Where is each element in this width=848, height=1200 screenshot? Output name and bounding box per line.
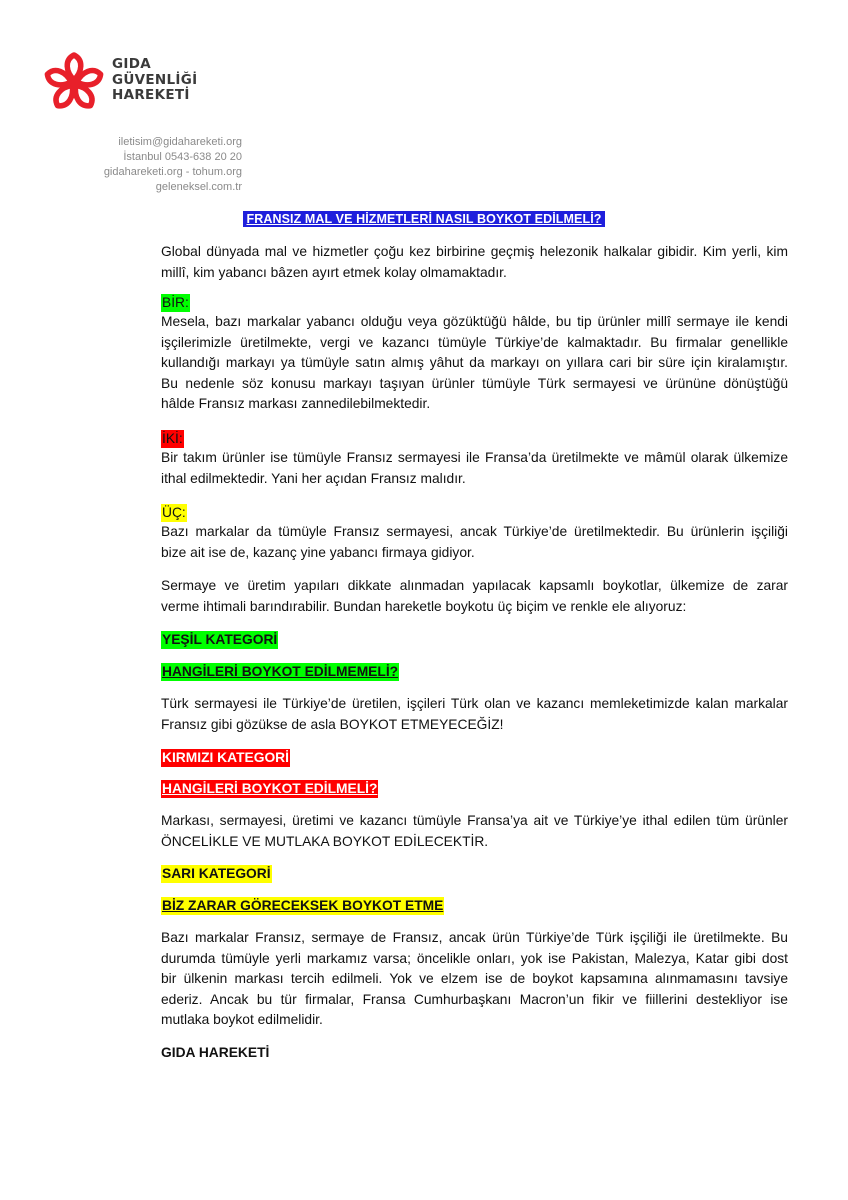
contact-email[interactable]: iletisim@gidahareketi.org <box>118 136 242 148</box>
text-line: işçilerimizle üretilmekte, vergi ve kazancı tümüyle Türkiye’de kalmaktadır. Bu firmalar genellikle <box>161 334 788 350</box>
text-line: Sermaye ve üretim yapıları dikkate alınmadan yapılacak kapsamlı boykotlar, ülkemize de zarar <box>161 578 788 593</box>
flower-logo-icon <box>42 50 106 114</box>
section-two <box>161 430 788 489</box>
text-line: Markası, sermayesi, üretimi ve kazancı tümüyle Fransa’ya ait ve Türkiye’ye ithal edilen tüm ürünler <box>161 813 788 828</box>
text-line: durumda tümüyle yerli markamız varsa; öncelikle onları, yok ise Pakistan, Malezya, Katar gibi dost <box>161 950 788 966</box>
text-line: bize ait ise de, kazanç yine yabancı firmaya gidiyor. <box>161 544 475 560</box>
text-line: millî, kim yabancı bâzen ayırt etmek kolay olmamaktadır. <box>161 264 507 280</box>
text-line: Bazı markalar Fransız, sermaye de Fransız, ancak ürün Türkiye’de Türk işçiliği ile üretilmekte. Bu <box>161 930 788 945</box>
contact-website[interactable]: geleneksel.com.tr <box>155 181 242 193</box>
document-title: FRANSIZ MAL VE HİZMETLERİ NASIL BOYKOT EDİLMELİ? <box>243 211 604 227</box>
organization-logo <box>42 50 272 120</box>
section-three-label: ÜÇ: <box>162 505 186 520</box>
logo-line: HAREKETİ <box>112 87 190 103</box>
approach-paragraph <box>161 576 788 617</box>
red-category-label <box>161 749 290 767</box>
contact-phone: İstanbul 0543-638 20 20 <box>123 151 242 163</box>
text-line: ÖNCELİKLE VE MUTLAKA BOYKOT EDİLECEKTİR. <box>161 833 489 849</box>
section-two-label: İKİ: <box>162 431 183 446</box>
yellow-category-title: SARI KATEGORİ <box>162 866 271 881</box>
text-line: Fransız gibi gözükse de asla BOYKOT ETMEYECEĞİZ! <box>161 716 504 732</box>
section-one <box>161 294 788 415</box>
text-line: hâlde Fransız markası zannedilebilmektedir. <box>161 396 431 411</box>
section-three <box>161 504 788 563</box>
text-line: mutlaka boykot edilmelidir. <box>161 1012 323 1027</box>
contact-websites[interactable]: gidahareketi.org - tohum.org <box>103 166 242 178</box>
text-line: Bu nedenle söz konusu markayı taşıyan ürünler tümüyle Türk sermayesi ve ürününe dönüştüğü <box>161 375 788 391</box>
green-category-label <box>161 631 278 649</box>
yellow-category-heading-wrap <box>161 897 444 915</box>
intro-paragraph <box>161 242 788 283</box>
text-line: bir ülkenin markası tercih edilmeli. Yok ve elzem ise de boykot kapsamına alınmamasını tavsiye <box>161 971 788 986</box>
signature: GIDA HAREKETİ <box>161 1045 270 1060</box>
text-line: verme ihtimali barındırabilir. Bundan hareketle boykotu üç biçim ve renkle ele alıyoruz: <box>161 598 687 614</box>
green-category-body <box>161 694 788 735</box>
text-line: kullandığı markayı ya tümüyle satın almış yâhut da markayı on yıllara cari bir süre için kiralamıştır. <box>161 355 788 370</box>
text-line: ederiz. Ancak bu tür firmalar, Fransa Cumhurbaşkanı Macron’un fikir ve fiillerini destekliyor ise <box>161 991 788 1007</box>
text-line: Bazı markalar da tümüyle Fransız sermayesi, ancak Türkiye’de üretilmektedir. Bu ürünlerin işçiliği <box>161 524 788 539</box>
text-line: Mesela, bazı markalar yabancı olduğu veya gözüktüğü hâlde, bu tip ürünler millî sermaye ile kendi <box>161 314 788 329</box>
green-category-heading: HANGİLERİ BOYKOT EDİLMEMELİ? <box>162 664 399 679</box>
text-line: Türk sermayesi ile Türkiye’de üretilen, işçileri Türk olan ve kazancı memleketimizde kalan markalar <box>161 696 788 711</box>
yellow-category-label <box>161 865 272 883</box>
document-title-wrap <box>0 210 848 228</box>
yellow-category-heading: BİZ ZARAR GÖRECEKSEK BOYKOT ETME <box>162 898 444 913</box>
green-category-title: YEŞİL KATEGORİ <box>162 632 278 647</box>
text-line: Bir takım ürünler ise tümüyle Fransız sermayesi ile Fransa’da üretilmekte ve mâmül olarak ülkemize <box>161 450 788 465</box>
logo-line: GIDA <box>112 56 151 72</box>
yellow-category-body <box>161 928 788 1031</box>
text-line: Global dünyada mal ve hizmetler çoğu kez birbirine geçmiş helezonik halkalar gibidir. Kim yerli, kim <box>161 244 788 259</box>
red-category-title: KIRMIZI KATEGORİ <box>162 750 289 765</box>
contact-info <box>104 135 242 195</box>
red-category-heading: HANGİLERİ BOYKOT EDİLMELİ? <box>162 781 378 796</box>
red-category-heading-wrap <box>161 780 378 798</box>
text-line: ithal edilmektedir. Yani her açıdan Fransız malıdır. <box>161 470 466 486</box>
section-one-label: BİR: <box>162 295 189 310</box>
green-category-heading-wrap <box>161 663 399 681</box>
red-category-body <box>161 811 788 852</box>
logo-wordmark <box>112 57 197 104</box>
logo-line: GÜVENLİĞİ <box>112 71 198 88</box>
